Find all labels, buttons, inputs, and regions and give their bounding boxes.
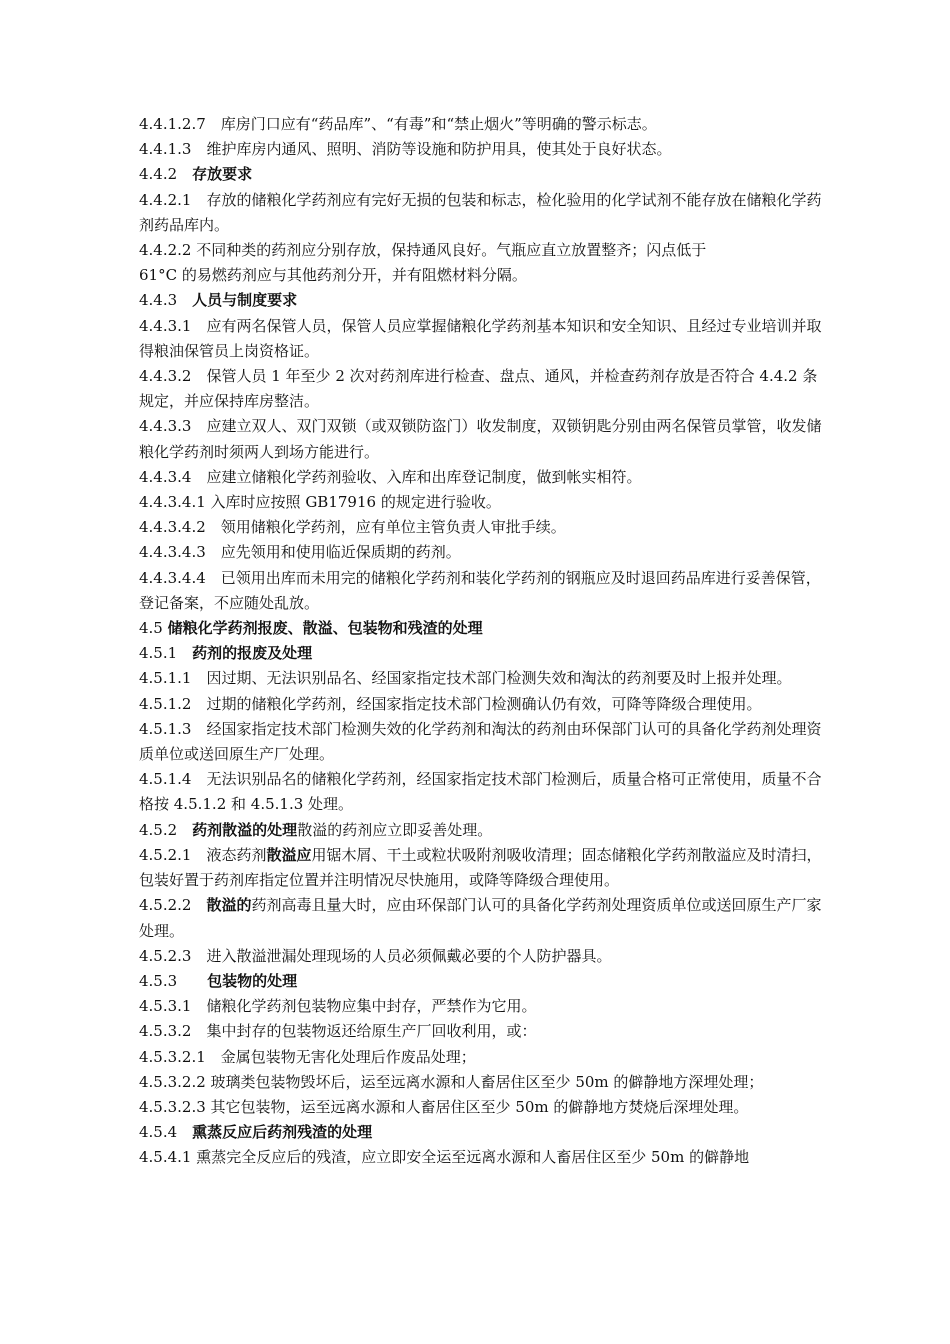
paragraph: 4.4.3.4.4 已领用出库而未用完的储粮化学药剂和装化学药剂的钢瓶应及时退回药品库进行妥善保管，登记备案，不应随处乱放。 — [139, 568, 821, 612]
paragraph — [139, 893, 823, 943]
section-title: 熏蒸反应后药剂残渣的处理 — [192, 1123, 373, 1142]
section-title: 包装物的处理 — [192, 971, 298, 990]
paragraph: 4.4.3.3 应建立双人、双门双锁（或双锁防盗门）收发制度，双锁钥匙分别由两名保管员掌管，收发储粮化学药剂时须两人到场方能进行。 — [139, 417, 822, 461]
paragraph: 4.4.3.4.2 领用储粮化学药剂，应有单位主管负责人审批手续。 — [139, 518, 566, 537]
section-heading — [139, 818, 823, 843]
section-number: 4.5.2 — [139, 820, 193, 839]
section-number: 4.5.3 — [139, 971, 193, 990]
paragraph: 4.5.3.2 集中封存的包装物返还给原生产厂回收利用，或： — [139, 1022, 537, 1041]
paragraph: 4.4.2.1 存放的储粮化学药剂应有完好无损的包装和标志，检化验用的化学试剂不能存放在储粮化学药剂药品库内。 — [139, 190, 822, 234]
section-number: 4.5.4 — [139, 1123, 193, 1142]
section-heading — [139, 616, 823, 641]
paragraph: 4.4.2.2 不同种类的药剂应分别存放，保持通风良好。气瓶应直立放置整齐；闪点低于 61°C 的易燃药剂应与其他药剂分开，并有阻燃材料分隔。 — [139, 241, 707, 285]
section-heading — [139, 969, 823, 994]
section-number: 4.5 — [139, 619, 168, 638]
paragraph: 4.5.3.1 储粮化学药剂包装物应集中封存，严禁作为它用。 — [139, 997, 537, 1016]
section-heading — [139, 162, 823, 187]
paragraph: 4.5.1.2 过期的储粮化学药剂，经国家指定技术部门检测确认仍有效，可降等降级合理使用。 — [139, 694, 762, 713]
paragraph-text: 用锯木屑、干土或粒状吸附剂吸收清理；固态储粮化学药剂散溢应及时清扫，包装好置于药剂库指定位置并注明情况尽快施用，或降等降级合理使用。 — [139, 845, 822, 890]
paragraph: 4.5.1.3 经国家指定技术部门检测失效的化学药剂和淘汰的药剂由环保部门认可的具备化学药剂处理资质单位或送回原生产厂处理。 — [139, 719, 822, 764]
paragraph: 4.4.1.3 维护库房内通风、照明、消防等设施和防护用具，使其处于良好状态。 — [139, 140, 672, 159]
section-number: 4.4.2 — [139, 165, 193, 184]
section-text: 散溢的药剂应立即妥善处理。 — [297, 820, 493, 839]
emphasis-text: 散溢的 — [206, 896, 252, 915]
paragraph: 4.5.2.3 进入散溢泄漏处理现场的人员必须佩戴必要的个人防护器具。 — [139, 946, 612, 965]
section-title: 人员与制度要求 — [192, 291, 298, 310]
paragraph: 4.5.1.1 因过期、无法识别品名、经国家指定技术部门检测失效和淘汰的药剂要及时上报并处理。 — [139, 669, 792, 688]
section-number: 4.5.1 — [139, 644, 193, 663]
section-heading — [139, 641, 823, 666]
paragraph: 4.4.3.4.1 入库时应按照 GB17916 的规定进行验收。 — [139, 493, 501, 512]
paragraph-lead: 4.5.2.1 液态药剂 — [139, 845, 267, 864]
document-body — [139, 112, 823, 1171]
paragraph: 4.5.4.1 熏蒸完全反应后的残渣，应立即安全运至远离水源和人畜居住区至少 50m 的僻静地 — [139, 1148, 750, 1167]
paragraph-lead: 4.5.2.2 — [139, 896, 207, 915]
paragraph: 4.5.3.2.2 玻璃类包装物毁坏后，运至远离水源和人畜居住区至少 50m 的僻静地方深埋处理； — [139, 1072, 764, 1091]
paragraph: 4.5.3.2.1 金属包装物无害化处理后作废品处理； — [139, 1047, 476, 1066]
emphasis-text: 散溢应 — [266, 845, 312, 864]
paragraph: 4.4.3.4.3 应先领用和使用临近保质期的药剂。 — [139, 543, 461, 562]
paragraph: 4.4.1.2.7 库房门口应有“药品库”、“有毒”和“禁止烟火”等明确的警示标志。 — [139, 115, 657, 133]
paragraph: 4.4.3.4 应建立储粮化学药剂验收、入库和出库登记制度，做到帐实相符。 — [139, 467, 642, 486]
paragraph: 4.4.3.1 应有两名保管人员，保管人员应掌握储粮化学药剂基本知识和安全知识、且经过专业培训并取得粮油保管员上岗资格证。 — [139, 316, 822, 360]
section-number: 4.4.3 — [139, 291, 193, 310]
section-title: 存放要求 — [192, 165, 253, 184]
paragraph-text: 药剂高毒且量大时，应由环保部门认可的具备化学药剂处理资质单位或送回原生产厂家处理。 — [139, 896, 822, 940]
section-heading — [139, 1120, 823, 1145]
section-title: 药剂的报废及处理 — [192, 644, 313, 663]
section-title: 储粮化学药剂报废、散溢、包装物和残渣的处理 — [167, 619, 483, 638]
paragraph: 4.5.3.2.3 其它包装物，运至远离水源和人畜居住区至少 50m 的僻静地方焚烧后深埋处理。 — [139, 1097, 749, 1116]
section-heading — [139, 288, 823, 313]
paragraph — [139, 843, 823, 893]
section-title: 药剂散溢的处理 — [192, 820, 298, 839]
paragraph: 4.5.1.4 无法识别品名的储粮化学药剂，经国家指定技术部门检测后，质量合格可正常使用，质量不合格按 4.5.1.2 和 4.5.1.3 处理。 — [139, 770, 822, 814]
paragraph: 4.4.3.2 保管人员 1 年至少 2 次对药剂库进行检查、盘点、通风，并检查药剂存放是否符合 4.4.2 条规定，并应保持库房整洁。 — [139, 367, 818, 411]
